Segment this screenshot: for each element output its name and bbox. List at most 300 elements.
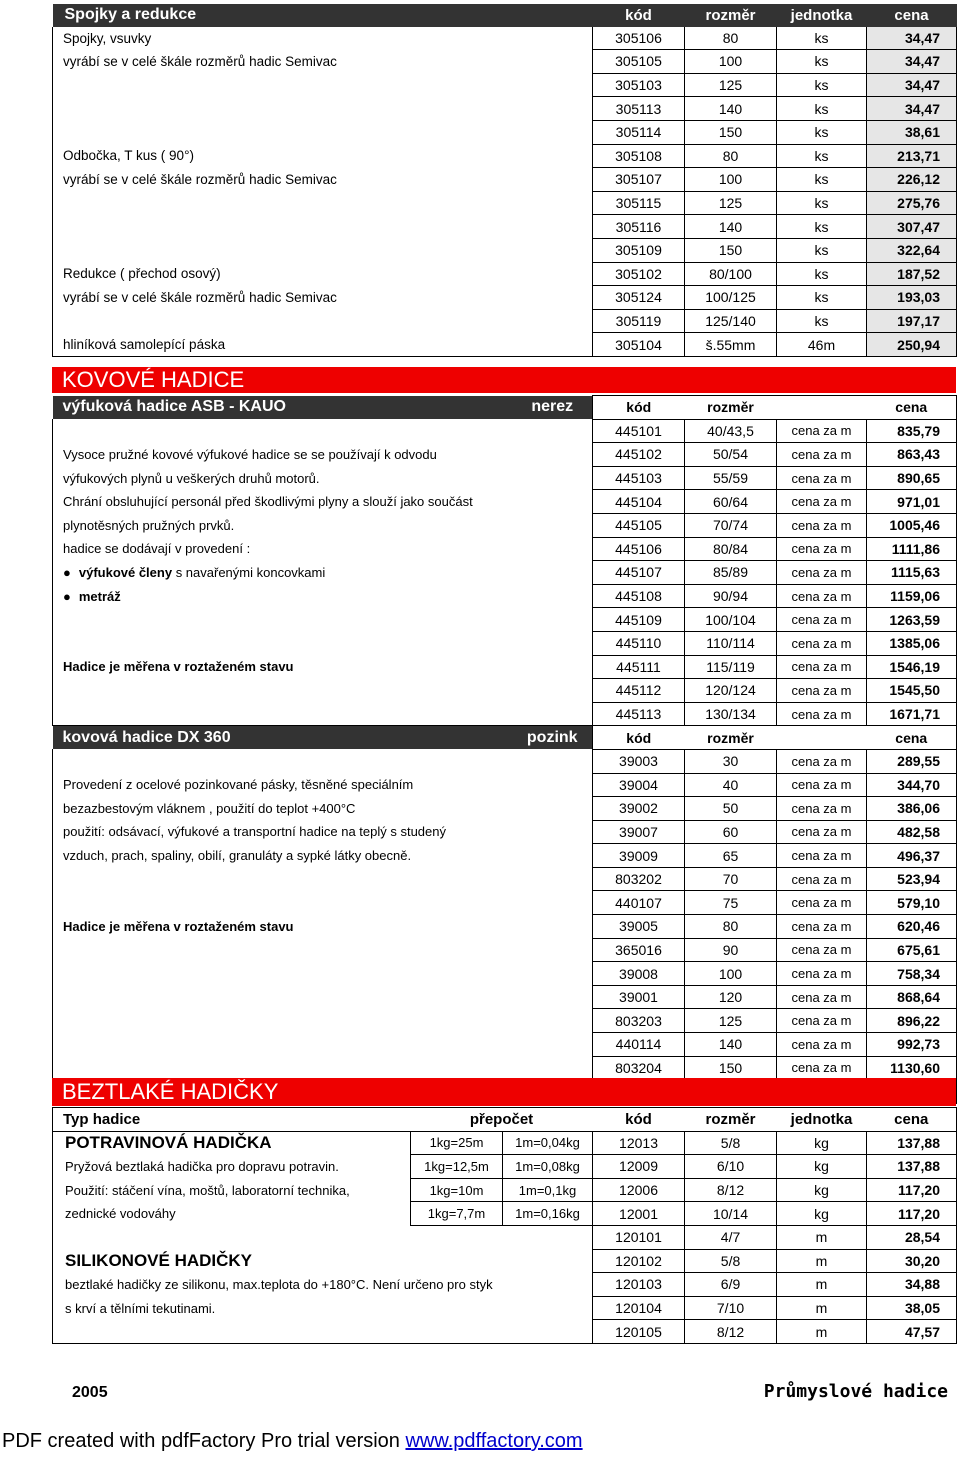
row-jednotka: ks xyxy=(777,144,867,168)
row-kod: 440107 xyxy=(593,891,685,915)
row-description: Vysoce pružné kovové výfukové hadice se se používají k odvodu xyxy=(53,443,593,467)
table-row xyxy=(53,1296,957,1320)
row-jednotka: cena za m xyxy=(777,915,867,939)
row-description xyxy=(53,679,593,703)
table-row xyxy=(53,655,957,679)
row-jednotka: kg xyxy=(777,1155,867,1179)
row-kod: 120105 xyxy=(593,1320,685,1344)
row-kod: 445111 xyxy=(593,655,685,679)
col-jednotka: jednotka xyxy=(790,6,853,24)
row-kod: 445102 xyxy=(593,443,685,467)
row-rozmer: š.55mm xyxy=(685,333,777,357)
section-title: Spojky a redukce xyxy=(64,6,197,24)
row-rozmer: 140 xyxy=(685,97,777,121)
row-cena: 117,20 xyxy=(867,1202,957,1226)
dx-col-rozmer: rozměr xyxy=(685,726,777,750)
row-cena: 868,64 xyxy=(867,985,957,1009)
asb-header xyxy=(53,396,957,420)
row-description xyxy=(53,1320,411,1344)
row-kod: 120104 xyxy=(593,1296,685,1320)
row-kod: 803203 xyxy=(593,1009,685,1033)
row-rozmer: 100/125 xyxy=(685,286,777,310)
asb-col-kod: kód xyxy=(593,396,685,420)
row-rozmer: 60/64 xyxy=(685,490,777,514)
row-description xyxy=(53,120,593,144)
row-description xyxy=(53,73,593,97)
row-description xyxy=(53,938,593,962)
row-rozmer: 10/14 xyxy=(685,1202,777,1226)
row-kod: 39004 xyxy=(593,773,685,797)
pdf-notice xyxy=(2,1430,583,1453)
footer-year: 2005 xyxy=(72,1384,108,1401)
asb-material: nerez xyxy=(513,396,593,420)
row-rozmer: 30 xyxy=(685,749,777,773)
row-description: Odbočka, T kus ( 90°) xyxy=(53,144,593,168)
table-row xyxy=(53,1178,957,1202)
table-row xyxy=(53,215,957,239)
table-row xyxy=(53,985,957,1009)
row-kod: 445110 xyxy=(593,631,685,655)
row-rozmer: 90/94 xyxy=(685,584,777,608)
row-kod: 305104 xyxy=(593,333,685,357)
row-rozmer: 60 xyxy=(685,820,777,844)
row-kod: 39003 xyxy=(593,749,685,773)
row-rozmer: 5/8 xyxy=(685,1131,777,1155)
row-rozmer: 100 xyxy=(685,962,777,986)
row-description: vyrábí se v celé škále rozměrů hadic Semivac xyxy=(53,286,593,310)
row-rozmer: 50 xyxy=(685,797,777,821)
row-cena: 579,10 xyxy=(867,891,957,915)
row-kod: 12001 xyxy=(593,1202,685,1226)
row-description: vyrábí se v celé škále rozměrů hadic Semivac xyxy=(53,168,593,192)
table-row xyxy=(53,50,957,74)
col-prepocet: přepočet xyxy=(411,1108,593,1132)
row-prepocet-m: 1m=0,04kg xyxy=(503,1131,593,1155)
spojky-table xyxy=(52,4,957,357)
asb-col-cena: cena xyxy=(867,396,957,420)
row-rozmer: 150 xyxy=(685,238,777,262)
table-row xyxy=(53,537,957,561)
row-description: s krví a tělními tekutinami. xyxy=(53,1296,411,1320)
row-description: bezazbestovým vláknem , použití do teplot +400°C xyxy=(53,797,593,821)
table-row xyxy=(53,773,957,797)
row-cena: 187,52 xyxy=(867,262,957,286)
row-kod: 305109 xyxy=(593,238,685,262)
row-kod: 120103 xyxy=(593,1273,685,1297)
row-cena: 992,73 xyxy=(867,1033,957,1057)
row-jednotka: kg xyxy=(777,1131,867,1155)
asb-col-rozmer: rozměr xyxy=(685,396,777,420)
row-cena: 34,47 xyxy=(867,97,957,121)
pdf-link[interactable]: www.pdffactory.com xyxy=(405,1430,583,1452)
row-kod: 305116 xyxy=(593,215,685,239)
row-jednotka: m xyxy=(777,1249,867,1273)
table-row xyxy=(53,915,957,939)
row-rozmer: 80 xyxy=(685,144,777,168)
row-kod: 12013 xyxy=(593,1131,685,1155)
row-description: Pryžová beztlaká hadička pro dopravu potravin. xyxy=(53,1155,411,1179)
table-row xyxy=(53,1056,957,1080)
row-jednotka: m xyxy=(777,1273,867,1297)
row-jednotka: ks xyxy=(777,309,867,333)
table-row xyxy=(53,309,957,333)
row-rozmer: 65 xyxy=(685,844,777,868)
bullet-rest: s navařenými koncovkami xyxy=(172,564,326,580)
row-kod: 445106 xyxy=(593,537,685,561)
table-row xyxy=(53,1320,957,1344)
row-prepocet-m: 1m=0,1kg xyxy=(503,1178,593,1202)
row-kod: 440114 xyxy=(593,1033,685,1057)
row-description xyxy=(53,309,593,333)
row-jednotka: cena za m xyxy=(777,679,867,703)
row-cena: 34,88 xyxy=(867,1273,957,1297)
row-jednotka: 46m xyxy=(777,333,867,357)
row-jednotka: cena za m xyxy=(777,466,867,490)
row-cena: 117,20 xyxy=(867,1178,957,1202)
row-prepocet-kg xyxy=(411,1249,503,1273)
row-description xyxy=(53,1033,593,1057)
row-description xyxy=(53,891,593,915)
row-cena: 28,54 xyxy=(867,1225,957,1249)
table-row xyxy=(53,1273,957,1297)
row-jednotka: cena za m xyxy=(777,561,867,585)
row-kod: 445103 xyxy=(593,466,685,490)
row-jednotka: ks xyxy=(777,73,867,97)
row-description xyxy=(53,1056,593,1080)
row-kod: 445112 xyxy=(593,679,685,703)
row-jednotka: cena za m xyxy=(777,655,867,679)
table-row xyxy=(53,443,957,467)
table-row xyxy=(53,584,957,608)
row-cena: 1115,63 xyxy=(867,561,957,585)
row-prepocet-kg: 1kg=7,7m xyxy=(411,1202,503,1226)
row-description: POTRAVINOVÁ HADIČKA xyxy=(53,1131,411,1155)
row-rozmer: 70/74 xyxy=(685,513,777,537)
dx-col-cena: cena xyxy=(867,726,957,750)
row-jednotka: ks xyxy=(777,120,867,144)
table-row xyxy=(53,73,957,97)
row-kod: 305102 xyxy=(593,262,685,286)
row-rozmer: 100 xyxy=(685,50,777,74)
row-prepocet-kg: 1kg=25m xyxy=(411,1131,503,1155)
row-kod: 305115 xyxy=(593,191,685,215)
row-rozmer: 80/84 xyxy=(685,537,777,561)
table-row xyxy=(53,97,957,121)
row-description xyxy=(53,702,593,726)
row-description xyxy=(53,419,593,443)
row-kod: 365016 xyxy=(593,938,685,962)
col-jednotka3: jednotka xyxy=(777,1108,867,1132)
row-cena: 386,06 xyxy=(867,797,957,821)
table-row xyxy=(53,962,957,986)
table-row xyxy=(53,286,957,310)
bullet-icon: ● xyxy=(63,588,71,604)
beztlake-title: BEZTLAKÉ HADIČKY xyxy=(52,1078,956,1106)
row-rozmer: 140 xyxy=(685,1033,777,1057)
row-jednotka: cena za m xyxy=(777,867,867,891)
table-row xyxy=(53,702,957,726)
row-jednotka: m xyxy=(777,1296,867,1320)
row-rozmer: 90 xyxy=(685,938,777,962)
dx-col-kod: kód xyxy=(593,726,685,750)
row-description xyxy=(53,867,593,891)
row-description: Hadice je měřena v roztaženém stavu xyxy=(53,655,593,679)
table-row xyxy=(53,1202,957,1226)
col-kod3: kód xyxy=(593,1108,685,1132)
row-cena: 38,61 xyxy=(867,120,957,144)
row-kod: 803204 xyxy=(593,1056,685,1080)
row-rozmer: 40 xyxy=(685,773,777,797)
row-cena: 30,20 xyxy=(867,1249,957,1273)
row-cena: 193,03 xyxy=(867,286,957,310)
table-row xyxy=(53,1155,957,1179)
row-jednotka: cena za m xyxy=(777,797,867,821)
row-kod: 445101 xyxy=(593,419,685,443)
row-kod: 39008 xyxy=(593,962,685,986)
col-rozmer3: rozměr xyxy=(685,1108,777,1132)
row-rozmer: 115/119 xyxy=(685,655,777,679)
table-row xyxy=(53,820,957,844)
row-cena: 1546,19 xyxy=(867,655,957,679)
row-cena: 523,94 xyxy=(867,867,957,891)
row-cena: 137,88 xyxy=(867,1155,957,1179)
row-description: Provedení z ocelové pozinkované pásky, těsněné speciálním xyxy=(53,773,593,797)
row-jednotka: cena za m xyxy=(777,749,867,773)
row-prepocet-m xyxy=(503,1320,593,1344)
row-jednotka: m xyxy=(777,1320,867,1344)
row-jednotka: kg xyxy=(777,1178,867,1202)
row-jednotka: cena za m xyxy=(777,985,867,1009)
row-kod: 39005 xyxy=(593,915,685,939)
row-cena: 34,47 xyxy=(867,73,957,97)
row-kod: 305113 xyxy=(593,97,685,121)
row-rozmer: 125 xyxy=(685,73,777,97)
row-jednotka: cena za m xyxy=(777,962,867,986)
dx-header xyxy=(53,726,957,750)
row-cena: 1263,59 xyxy=(867,608,957,632)
row-kod: 305106 xyxy=(593,27,685,50)
row-kod: 305108 xyxy=(593,144,685,168)
table-row xyxy=(53,561,957,585)
row-kod: 305103 xyxy=(593,73,685,97)
beztlake-table xyxy=(52,1107,957,1344)
row-prepocet-kg: 1kg=12,5m xyxy=(411,1155,503,1179)
row-cena: 289,55 xyxy=(867,749,957,773)
row-cena: 1385,06 xyxy=(867,631,957,655)
row-kod: 445113 xyxy=(593,702,685,726)
row-kod: 445104 xyxy=(593,490,685,514)
footer-title: Průmyslové hadice xyxy=(763,1381,948,1402)
row-kod: 12009 xyxy=(593,1155,685,1179)
table-row xyxy=(53,466,957,490)
row-cena: 1130,60 xyxy=(867,1056,957,1080)
row-kod: 445107 xyxy=(593,561,685,585)
row-jednotka: ks xyxy=(777,238,867,262)
col-cena: cena xyxy=(894,6,929,24)
row-description: Hadice je měřena v roztaženém stavu xyxy=(53,915,593,939)
row-cena: 137,88 xyxy=(867,1131,957,1155)
row-jednotka: cena za m xyxy=(777,1009,867,1033)
row-cena: 34,47 xyxy=(867,27,957,50)
row-jednotka: ks xyxy=(777,191,867,215)
dx-name: kovová hadice DX 360 xyxy=(53,726,513,750)
row-rozmer: 6/9 xyxy=(685,1273,777,1297)
row-kod: 445105 xyxy=(593,513,685,537)
table-row xyxy=(53,490,957,514)
row-description xyxy=(53,238,593,262)
row-cena: 1545,50 xyxy=(867,679,957,703)
row-kod: 803202 xyxy=(593,867,685,891)
row-cena: 1159,06 xyxy=(867,584,957,608)
table-row xyxy=(53,797,957,821)
row-prepocet-m xyxy=(503,1225,593,1249)
table-row xyxy=(53,1131,957,1155)
col-cena3: cena xyxy=(867,1108,957,1132)
row-description xyxy=(53,215,593,239)
row-prepocet-m xyxy=(503,1273,593,1297)
row-kod: 305119 xyxy=(593,309,685,333)
row-rozmer: 7/10 xyxy=(685,1296,777,1320)
row-cena: 213,71 xyxy=(867,144,957,168)
bullet-bold: výfukové členy xyxy=(78,564,173,580)
row-jednotka: ks xyxy=(777,262,867,286)
row-kod: 39002 xyxy=(593,797,685,821)
row-description: beztlaké hadičky ze silikonu, max.teplota do +180°C. Není určeno pro styk xyxy=(53,1273,411,1297)
row-kod: 305107 xyxy=(593,168,685,192)
pdf-notice-text: PDF created with pdfFactory Pro trial version xyxy=(2,1430,406,1452)
row-description: vzduch, prach, spaliny, obilí, granuláty a sypké látky obecně. xyxy=(53,844,593,868)
row-jednotka: cena za m xyxy=(777,513,867,537)
row-cena: 226,12 xyxy=(867,168,957,192)
row-jednotka: cena za m xyxy=(777,419,867,443)
row-rozmer: 50/54 xyxy=(685,443,777,467)
row-kod: 305105 xyxy=(593,50,685,74)
row-rozmer: 125 xyxy=(685,1009,777,1033)
row-rozmer: 40/43,5 xyxy=(685,419,777,443)
row-kod: 120101 xyxy=(593,1225,685,1249)
col-typ: Typ hadice xyxy=(53,1108,411,1132)
row-jednotka: cena za m xyxy=(777,584,867,608)
row-jednotka: ks xyxy=(777,50,867,74)
row-kod: 120102 xyxy=(593,1249,685,1273)
row-description: Spojky, vsuvky xyxy=(53,27,593,50)
row-rozmer: 100/104 xyxy=(685,608,777,632)
row-rozmer: 125 xyxy=(685,191,777,215)
row-description xyxy=(53,97,593,121)
row-cena: 863,43 xyxy=(867,443,957,467)
row-rozmer: 80 xyxy=(685,915,777,939)
row-cena: 675,61 xyxy=(867,938,957,962)
table-row xyxy=(53,891,957,915)
row-prepocet-m xyxy=(503,1249,593,1273)
row-cena: 835,79 xyxy=(867,419,957,443)
row-kod: 39009 xyxy=(593,844,685,868)
row-jednotka: ks xyxy=(777,27,867,50)
row-cena: 1005,46 xyxy=(867,513,957,537)
row-cena: 971,01 xyxy=(867,490,957,514)
row-jednotka: kg xyxy=(777,1202,867,1226)
row-description: výfukových plynů u veškerých druhů motorů. xyxy=(53,466,593,490)
row-jednotka: cena za m xyxy=(777,1056,867,1080)
table-row xyxy=(53,144,957,168)
row-jednotka: cena za m xyxy=(777,891,867,915)
row-description xyxy=(53,1225,411,1249)
row-kod: 305124 xyxy=(593,286,685,310)
row-jednotka: cena za m xyxy=(777,608,867,632)
row-cena: 890,65 xyxy=(867,466,957,490)
table-row xyxy=(53,27,957,50)
beztlake-header xyxy=(53,1108,957,1132)
row-cena: 896,22 xyxy=(867,1009,957,1033)
dx-material: pozink xyxy=(513,726,593,750)
table-row xyxy=(53,867,957,891)
row-kod: 39007 xyxy=(593,820,685,844)
table-row xyxy=(53,1033,957,1057)
row-prepocet-kg xyxy=(411,1320,503,1344)
row-prepocet-m: 1m=0,16kg xyxy=(503,1202,593,1226)
row-rozmer: 125/140 xyxy=(685,309,777,333)
row-jednotka: m xyxy=(777,1225,867,1249)
row-cena: 34,47 xyxy=(867,50,957,74)
bullet-icon: ● xyxy=(63,564,71,580)
row-description xyxy=(53,561,593,585)
row-description: hliníková samolepící páska xyxy=(53,333,593,357)
asb-name: výfuková hadice ASB - KAUO xyxy=(53,396,513,420)
row-rozmer: 55/59 xyxy=(685,466,777,490)
row-cena: 344,70 xyxy=(867,773,957,797)
row-jednotka: cena za m xyxy=(777,702,867,726)
table-row xyxy=(53,168,957,192)
row-description: Redukce ( přechod osový) xyxy=(53,262,593,286)
row-description xyxy=(53,631,593,655)
table-row xyxy=(53,749,957,773)
row-description xyxy=(53,1009,593,1033)
row-rozmer: 75 xyxy=(685,891,777,915)
row-description: SILIKONOVÉ HADIČKY xyxy=(53,1249,411,1273)
row-rozmer: 6/10 xyxy=(685,1155,777,1179)
row-rozmer: 85/89 xyxy=(685,561,777,585)
row-jednotka: cena za m xyxy=(777,844,867,868)
table-row xyxy=(53,191,957,215)
table-row xyxy=(53,1225,957,1249)
row-kod: 39001 xyxy=(593,985,685,1009)
row-prepocet-m: 1m=0,08kg xyxy=(503,1155,593,1179)
row-description xyxy=(53,191,593,215)
row-cena: 275,76 xyxy=(867,191,957,215)
row-description xyxy=(53,584,593,608)
table-row xyxy=(53,333,957,357)
kovove-hadice-title: KOVOVÉ HADICE xyxy=(52,367,956,393)
col-rozmer: rozměr xyxy=(705,6,756,24)
row-prepocet-kg xyxy=(411,1296,503,1320)
col-kod: kód xyxy=(625,6,652,24)
row-cena: 197,17 xyxy=(867,309,957,333)
row-prepocet-m xyxy=(503,1296,593,1320)
row-jednotka: cena za m xyxy=(777,631,867,655)
row-rozmer: 8/12 xyxy=(685,1178,777,1202)
row-description xyxy=(53,962,593,986)
row-kod: 12006 xyxy=(593,1178,685,1202)
row-jednotka: cena za m xyxy=(777,773,867,797)
row-jednotka: cena za m xyxy=(777,820,867,844)
row-jednotka: ks xyxy=(777,168,867,192)
row-rozmer: 150 xyxy=(685,120,777,144)
row-kod: 305114 xyxy=(593,120,685,144)
row-cena: 307,47 xyxy=(867,215,957,239)
row-cena: 758,34 xyxy=(867,962,957,986)
row-rozmer: 70 xyxy=(685,867,777,891)
row-description xyxy=(53,749,593,773)
